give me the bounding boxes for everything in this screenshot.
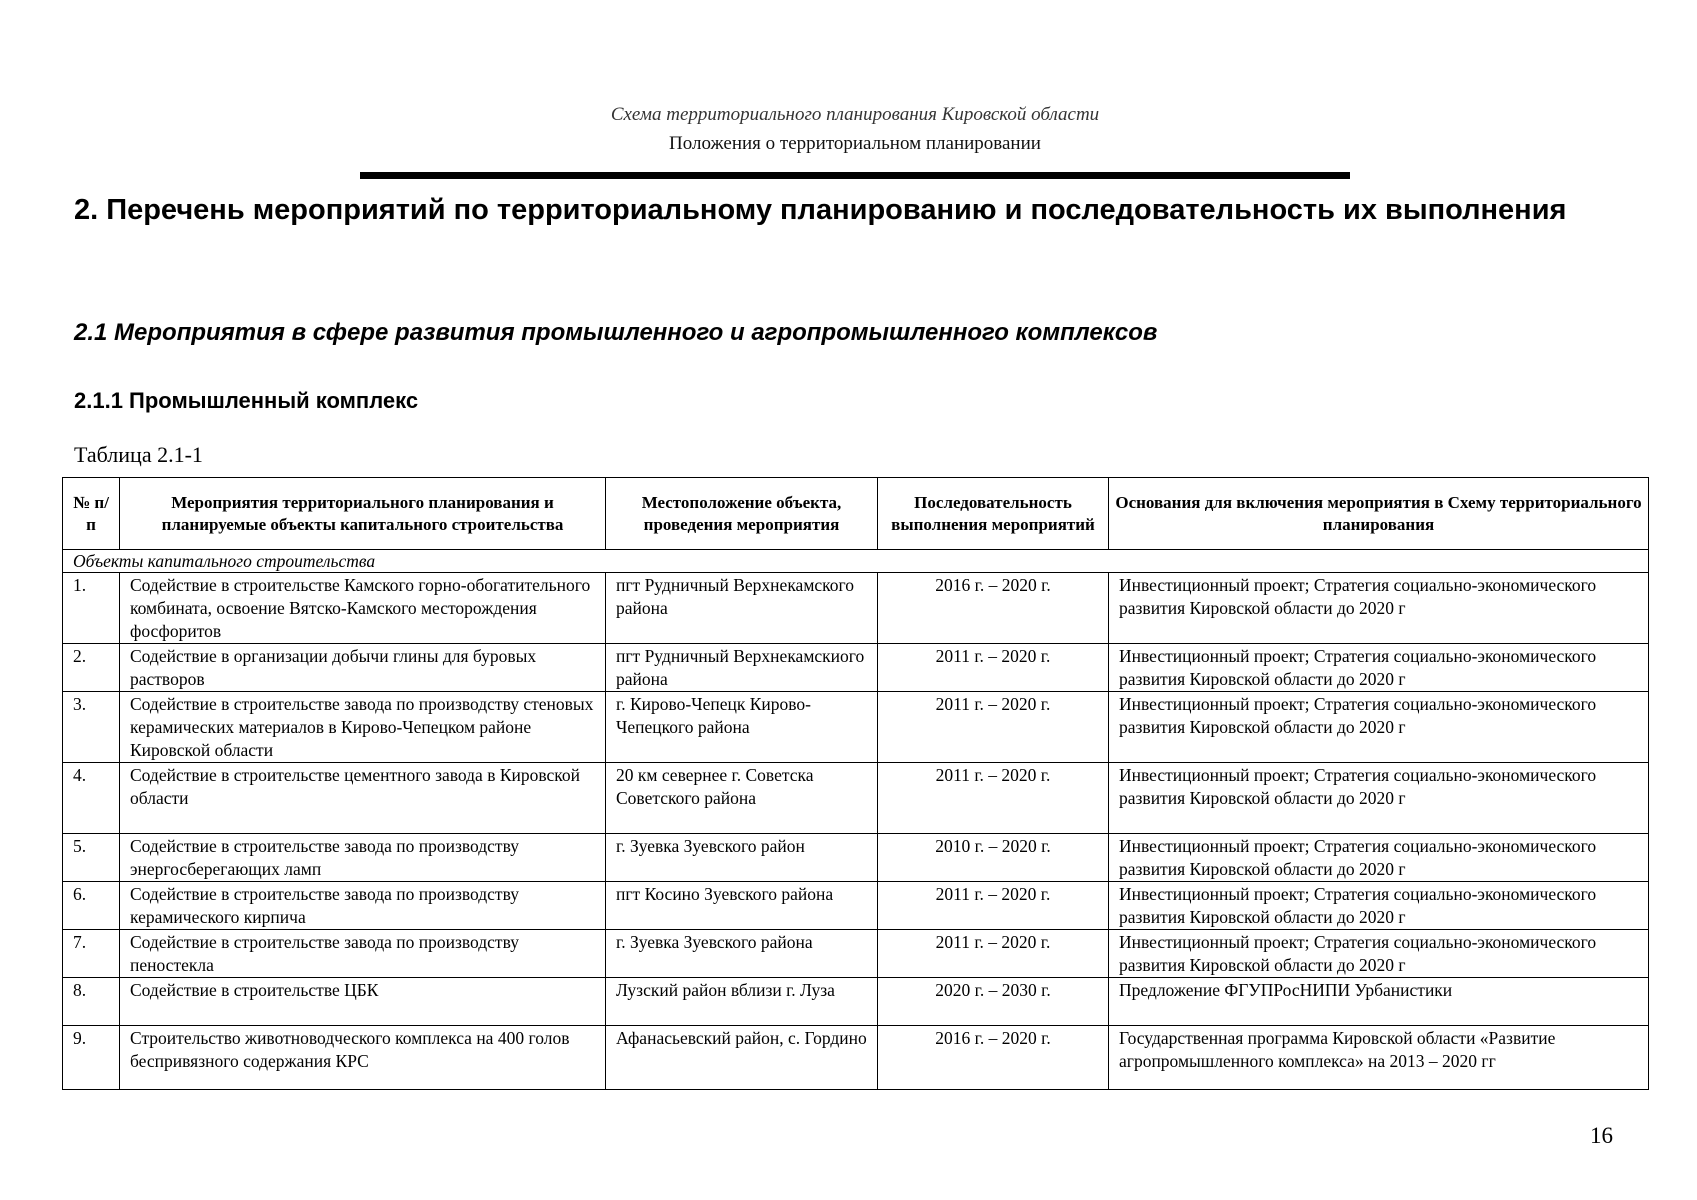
table-row: [63, 644, 1649, 692]
table-row: [63, 834, 1649, 882]
cell-num: 2.: [63, 644, 120, 692]
section-heading: 2.1 Мероприятия в сфере развития промышленного и агропромышленного комплексов: [74, 319, 1158, 346]
header-num: № п/п: [63, 478, 120, 550]
cell-period: 2011 г. – 2020 г.: [878, 644, 1109, 692]
cell-period: 2016 г. – 2020 г.: [878, 1026, 1109, 1090]
cell-activity: Содействие в строительстве цементного завода в Кировской области: [120, 763, 606, 834]
cell-period: 2016 г. – 2020 г.: [878, 573, 1109, 644]
cell-num: 4.: [63, 763, 120, 834]
cell-activity: Содействие в строительстве Камского горно-обогатительного комбината, освоение Вятско-Камского месторождения фосфоритов: [120, 573, 606, 644]
header-location: Местоположение объекта, проведения мероприятия: [606, 478, 878, 550]
cell-period: 2011 г. – 2020 г.: [878, 763, 1109, 834]
header-sequence: Последовательность выполнения мероприятий: [878, 478, 1109, 550]
cell-activity: Содействие в строительстве завода по производству пеностекла: [120, 930, 606, 978]
cell-basis: Предложение ФГУПРосНИПИ Урбанистики: [1109, 978, 1649, 1026]
cell-num: 1.: [63, 573, 120, 644]
cell-location: Афанасьевский район, с. Гордино: [606, 1026, 878, 1090]
table-row: [63, 978, 1649, 1026]
table-caption: Таблица 2.1-1: [74, 442, 203, 467]
document-section: Положения о территориальном планировании: [669, 133, 1041, 154]
cell-period: 2011 г. – 2020 г.: [878, 692, 1109, 763]
cell-location: г. Зуевка Зуевского района: [606, 930, 878, 978]
cell-basis: Государственная программа Кировской области «Развитие агропромышленного комплекса» на 2013 – 2020 гг: [1109, 1026, 1649, 1090]
header-basis: Основания для включения мероприятия в Схему территориального планирования: [1109, 478, 1649, 550]
measures-table: [62, 477, 1649, 1090]
cell-period: 2020 г. – 2030 г.: [878, 978, 1109, 1026]
cell-num: 7.: [63, 930, 120, 978]
cell-location: г. Кирово-Чепецк Кирово-Чепецкого района: [606, 692, 878, 763]
cell-activity: Содействие в строительстве завода по производству стеновых керамических материалов в Кирово-Чепецком районе Кировской области: [120, 692, 606, 763]
cell-location: г. Зуевка Зуевского район: [606, 834, 878, 882]
table-row: [63, 1026, 1649, 1090]
cell-basis: Инвестиционный проект; Стратегия социально-экономического развития Кировской области до 2020 г: [1109, 930, 1649, 978]
cell-location: 20 км севернее г. Советска Советского района: [606, 763, 878, 834]
page-number: 16: [1590, 1123, 1613, 1148]
cell-activity: Содействие в строительстве завода по производству керамического кирпича: [120, 882, 606, 930]
cell-num: 9.: [63, 1026, 120, 1090]
cell-activity: Содействие в организации добычи глины для буровых растворов: [120, 644, 606, 692]
cell-num: 3.: [63, 692, 120, 763]
cell-period: 2011 г. – 2020 г.: [878, 930, 1109, 978]
cell-basis: Инвестиционный проект; Стратегия социально-экономического развития Кировской области до 2020 г: [1109, 692, 1649, 763]
table-row: [63, 930, 1649, 978]
cell-period: 2010 г. – 2020 г.: [878, 834, 1109, 882]
section-label: Объекты капитального строительства: [63, 550, 1649, 573]
cell-period: 2011 г. – 2020 г.: [878, 882, 1109, 930]
cell-activity: Содействие в строительстве ЦБК: [120, 978, 606, 1026]
table-row: [63, 573, 1649, 644]
cell-location: пгт Рудничный Верхнекамскиого района: [606, 644, 878, 692]
cell-basis: Инвестиционный проект; Стратегия социально-экономического развития Кировской области до 2020 г: [1109, 882, 1649, 930]
cell-location: пгт Рудничный Верхнекамского района: [606, 573, 878, 644]
cell-num: 8.: [63, 978, 120, 1026]
cell-num: 5.: [63, 834, 120, 882]
header-activity: Мероприятия территориального планирования и планируемые объекты капитального строительства: [120, 478, 606, 550]
cell-location: Лузский район вблизи г. Луза: [606, 978, 878, 1026]
cell-basis: Инвестиционный проект; Стратегия социально-экономического развития Кировской области до 2020 г: [1109, 573, 1649, 644]
table-row: [63, 882, 1649, 930]
table-header-row: [63, 478, 1649, 550]
cell-basis: Инвестиционный проект; Стратегия социально-экономического развития Кировской области до 2020 г: [1109, 834, 1649, 882]
table-section-row: [63, 550, 1649, 573]
running-header: [360, 102, 1350, 157]
table-row: [63, 692, 1649, 763]
chapter-heading: 2. Перечень мероприятий по территориальному планированию и последовательность их выполнения: [74, 194, 1567, 226]
cell-location: пгт Косино Зуевского района: [606, 882, 878, 930]
cell-basis: Инвестиционный проект; Стратегия социально-экономического развития Кировской области до 2020 г: [1109, 644, 1649, 692]
subsection-heading: 2.1.1 Промышленный комплекс: [74, 388, 419, 413]
header-rule: [360, 172, 1350, 179]
table-row: [63, 763, 1649, 834]
cell-activity: Содействие в строительстве завода по производству энергосберегающих ламп: [120, 834, 606, 882]
cell-activity: Строительство животноводческого комплекса на 400 голов беспривязного содержания КРС: [120, 1026, 606, 1090]
cell-basis: Инвестиционный проект; Стратегия социально-экономического развития Кировской области до 2020 г: [1109, 763, 1649, 834]
document-title: Схема территориального планирования Кировской области: [610, 104, 1100, 125]
cell-num: 6.: [63, 882, 120, 930]
